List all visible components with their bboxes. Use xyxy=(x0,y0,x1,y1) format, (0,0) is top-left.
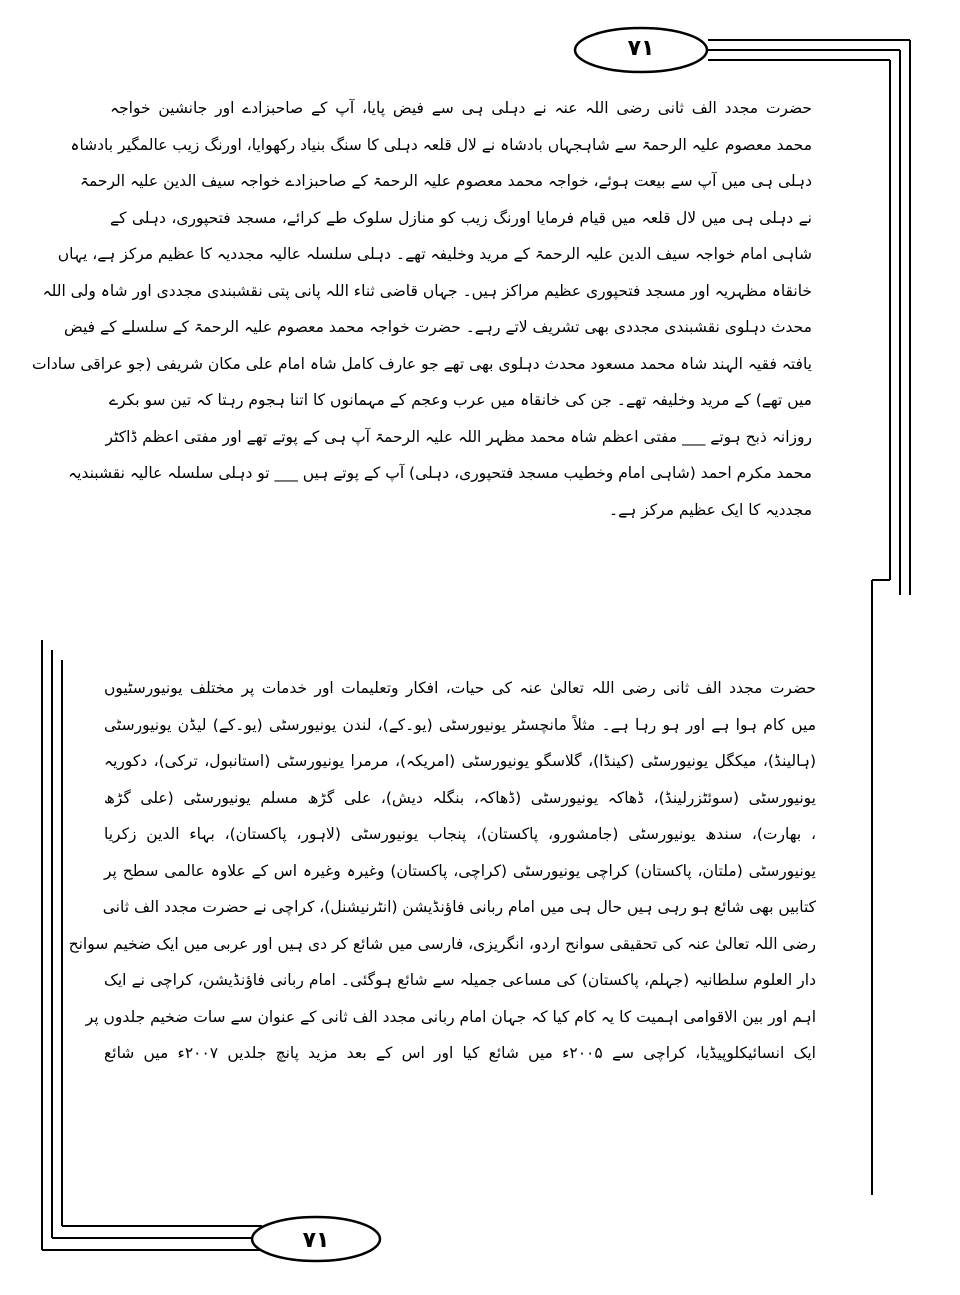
text-line: یونیورسٹی (سوئٹزرلینڈ)، ڈھاکہ یونیورسٹی (ڈھاکہ، بنگلہ دیش)، علی گڑھ مسلم یونیورسٹی (علی گڑھ xyxy=(104,788,816,807)
text-line: اہم اور بین الاقوامی اہمیت کا یہ کام کیا کہ جہان امام ربانی مجدد الف ثانی کے عنوان سے سات ضخیم جلدوں پر xyxy=(85,1007,816,1026)
text-line: محمد معصوم علیہ الرحمۃ سے شاہجہاں بادشاہ نے لال قلعہ دہلی کا سنگ بنیاد رکھوایا، اورنگ زیب عالمگیر بادشاہ xyxy=(70,135,812,154)
text-line: محمد مکرم احمد (شاہی امام وخطیب مسجد فتحپوری، دہلی) آپ کے پوتے ہیں ___ تو دہلی سلسلہ عالیہ نقشبندیہ xyxy=(68,464,812,482)
paragraph-1 xyxy=(31,90,812,528)
paragraph-2 xyxy=(68,670,816,1072)
text-line: روزانہ ذبح ہوتے ___ مفتی اعظم شاہ محمد مظہر اللہ علیہ الرحمۃ آپ ہی کے پوتے تھے اور مفتی اعظم ڈاکٹر xyxy=(105,427,812,446)
text-line: یافتہ فقیہ الہند شاہ محمد مسعود محدث دہلوی بھی تھے جو عارف کامل شاہ امام علی مکان شریفی (جو عراقی سادات xyxy=(31,354,812,373)
text-line: شاہی امام خواجہ سیف الدین علیہ الرحمۃ کے مرید وخلیفہ تھے۔ دہلی سلسلہ عالیہ مجددیہ کا عظیم مرکز ہے، یہاں xyxy=(57,245,812,263)
text-line: محدث دہلوی نقشبندی مجددی بھی تشریف لاتے رہے۔ حضرت خواجہ محمد معصوم علیہ الرحمۃ کے سلسلے کے فیض xyxy=(64,318,812,336)
text-line: حضرت مجدد الف ثانی رضی اللہ عنہ نے دہلی ہی سے فیض پایا، آپ کے صاحبزادے اور جانشین خواجہ xyxy=(110,99,812,117)
text-line: نے دہلی ہی میں لال قلعہ میں قیام فرمایا اورنگ زیب کو منازل سلوک طے کرائے، مسجد فتحپوری، دہلی کے xyxy=(110,208,812,227)
text-line: مجددیہ کا ایک عظیم مرکز ہے۔ xyxy=(609,500,812,519)
text-line: ایک انسائیکلوپیڈیا، کراچی سے ۲۰۰۵ء میں شائع کیا اور اس کے بعد مزید پانچ جلدیں ۲۰۰۷ء میں شائع xyxy=(104,1044,816,1062)
text-line: دار العلوم سلطانیہ (جہلم، پاکستان) کی مساعی جمیلہ سے شائع ہوگئی۔ امام ربانی فاؤنڈیشن، کراچی نے ایک xyxy=(104,971,816,989)
page-number-bottom: ۷۱ xyxy=(302,1228,330,1253)
text-line: حضرت مجدد الف ثانی رضی اللہ تعالیٰ عنہ کی حیات، افکار وتعلیمات اور خدمات پر مختلف یونیورسٹیوں xyxy=(104,679,816,697)
text-line: میں تھے) کے مرید وخلیفہ تھے۔ جن کی خانقاہ میں عرب وعجم کے مہمانوں کا اتنا ہجوم رہتا کہ تین سو بکرے xyxy=(109,391,812,409)
text-line: یونیورسٹی (ملتان، پاکستان) کراچی یونیورسٹی (کراچی، پاکستان) وغیرہ وغیرہ اس کے علاوہ عالمی سطح پر xyxy=(104,861,816,880)
text-line: دہلی ہی میں آپ سے بیعت ہوئے، خواجہ محمد معصوم علیہ الرحمۃ کے صاحبزادے خواجہ سیف الدین علیہ الرحمۃ xyxy=(79,172,812,190)
text-line: ، بھارت)، سندھ یونیورسٹی (جامشورو، پاکستان)، پنجاب یونیورسٹی (لاہور، پاکستان)، بہاء الدین زکریا xyxy=(104,825,816,843)
page-number-top: ۷۱ xyxy=(627,36,655,61)
text-line: (ہالینڈ)، میکگل یونیورسٹی (کینڈا)، گلاسگو یونیورسٹی (امریکہ)، مرمرا یونیورسٹی (استانبول، ترکی)، دکوریہ xyxy=(104,752,816,770)
text-line: میں کام ہوا ہے اور ہو رہا ہے۔ مثلاً مانچسٹر یونیورسٹی (یو۔کے)، لندن یونیورسٹی (یو۔کے) لیڈن یونیورسٹی xyxy=(104,715,816,734)
text-line: خانقاہ مظہریہ اور مسجد فتحپوری عظیم مراکز ہیں۔ جہاں قاضی ثناء اللہ پانی پتی نقشبندی مجددی اور شاہ ولی اللہ xyxy=(42,281,812,300)
text-line: کتابیں بھی شائع ہو رہی ہیں حال ہی میں امام ربانی فاؤنڈیشن (انٹرنیشنل)، کراچی نے حضرت مجدد الف ثانی xyxy=(102,898,816,916)
text-line: رضی اللہ تعالیٰ عنہ کی تحقیقی سوانح اردو، انگریزی، فارسی میں شائع کر دی ہیں اور عربی میں ایک ضخیم سوانح xyxy=(68,934,816,953)
